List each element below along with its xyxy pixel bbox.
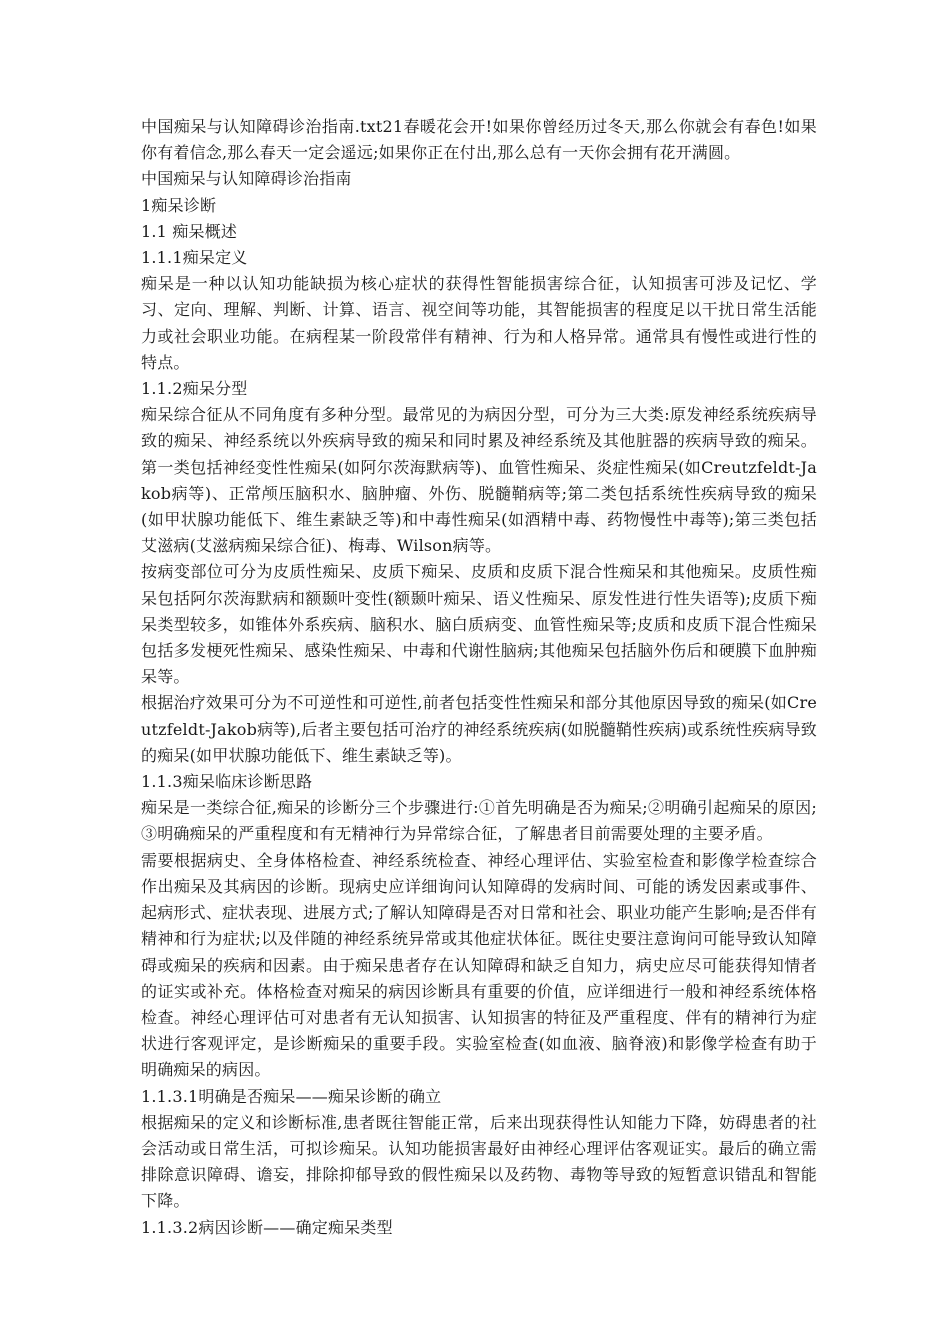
section-heading-1-1-2: 1.1.2痴呆分型: [141, 379, 248, 399]
paragraph-types-etiology: 痴呆综合征从不同角度有多种分型。最常见的为病因分型，可分为三大类:原发神经系统疾病导致的痴呆、神经系统以外疾病导致的痴呆和同时累及神经系统及其他脏器的疾病导致的痴呆。第一类包括神经变性性痴呆(如阿尔茨海默病等)、血管性痴呆、炎症性痴呆(如Creutzfeldt-Jakob病等)、正常颅压脑积水、脑肿瘤、外伤、脱髓鞘病等;第二类包括系统性疾病导致的痴呆(如甲状腺功能低下、维生素缺乏等)和中毒性痴呆(如酒精中毒、药物慢性中毒等);第三类包括艾滋病(艾滋病痴呆综合征)、梅毒、Wilson病等。: [141, 405, 817, 556]
paragraph-approach-details: 需要根据病史、全身体格检查、神经系统检查、神经心理评估、实验室检查和影像学检查综合作出痴呆及其病因的诊断。现病史应详细询问认知障碍的发病时间、可能的诱发因素或事件、起病形式、症状表现、进展方式;了解认知障碍是否对日常和社会、职业功能产生影响;是否伴有精神和行为症状;以及伴随的神经系统异常或其他症状体征。既往史要注意询问可能导致认知障碍或痴呆的疾病和因素。由于痴呆患者存在认知障碍和缺乏自知力，病史应尽可能获得知情者的证实或补充。体格检查对痴呆的病因诊断具有重要的价值，应详细进行一般和神经系统体格检查。神经心理评估可对患者有无认知损害、认知损害的特征及严重程度、伴有的精神行为症状进行客观评定，是诊断痴呆的重要手段。实验室检查(如血液、脑脊液)和影像学检查有助于明确痴呆的病因。: [141, 850, 817, 1080]
document-page: [141, 114, 817, 1241]
document-title: 中国痴呆与认知障碍诊治指南: [141, 169, 352, 189]
paragraph-types-treatment: 根据治疗效果可分为不可逆性和可逆性,前者包括变性性痴呆和部分其他原因导致的痴呆(如Creutzfeldt-Jakob病等),后者主要包括可治疗的神经系统疾病(如脱髓鞘性疾病)或系统性疾病导致的痴呆(如甲状腺功能低下、维生素缺乏等)。: [141, 693, 817, 765]
section-heading-1-1-3-1: 1.1.3.1明确是否痴呆——痴呆诊断的确立: [141, 1086, 442, 1106]
section-heading-1-1-3-2: 1.1.3.2病因诊断——确定痴呆类型: [141, 1217, 393, 1237]
section-heading-1-1-3: 1.1.3痴呆临床诊断思路: [141, 772, 313, 792]
section-heading-1: 1痴呆诊断: [141, 195, 217, 215]
section-heading-1-1-1: 1.1.1痴呆定义: [141, 248, 248, 268]
intro-text: 中国痴呆与认知障碍诊治指南.txt21春暖花会开!如果你曾经历过冬天,那么你就会有春色!如果你有着信念,那么春天一定会遥远;如果你正在付出,那么总有一天你会拥有花开满圆。: [141, 117, 817, 163]
paragraph-types-location: 按病变部位可分为皮质性痴呆、皮质下痴呆、皮质和皮质下混合性痴呆和其他痴呆。皮质性痴呆包括阿尔茨海默病和额颞叶变性(额颞叶痴呆、语义性痴呆、原发性进行性失语等);皮质下痴呆类型较多，如锥体外系疾病、脑积水、脑白质病变、血管性痴呆等;皮质和皮质下混合性痴呆包括多发梗死性痴呆、感染性痴呆、中毒和代谢性脑病;其他痴呆包括脑外伤后和硬膜下血肿痴呆等。: [141, 562, 817, 687]
paragraph-confirm-diagnosis: 根据痴呆的定义和诊断标准,患者既往智能正常，后来出现获得性认知能力下降，妨碍患者的社会活动或日常生活，可拟诊痴呆。认知功能损害最好由神经心理评估客观证实。最后的确立需排除意识障碍、谵妄，排除抑郁导致的假性痴呆以及药物、毒物等导致的短暂意识错乱和智能下降。: [141, 1112, 817, 1211]
section-heading-1-1: 1.1 痴呆概述: [141, 221, 238, 241]
paragraph-approach-steps: 痴呆是一类综合征,痴呆的诊断分三个步骤进行:①首先明确是否为痴呆;②明确引起痴呆的原因;③明确痴呆的严重程度和有无精神行为异常综合征，了解患者目前需要处理的主要矛盾。: [141, 798, 817, 844]
paragraph-definition: 痴呆是一种以认知功能缺损为核心症状的获得性智能损害综合征，认知损害可涉及记忆、学习、定向、理解、判断、计算、语言、视空间等功能，其智能损害的程度足以干扰日常生活能力或社会职业功能。在病程某一阶段常伴有精神、行为和人格异常。通常具有慢性或进行性的特点。: [141, 274, 817, 372]
